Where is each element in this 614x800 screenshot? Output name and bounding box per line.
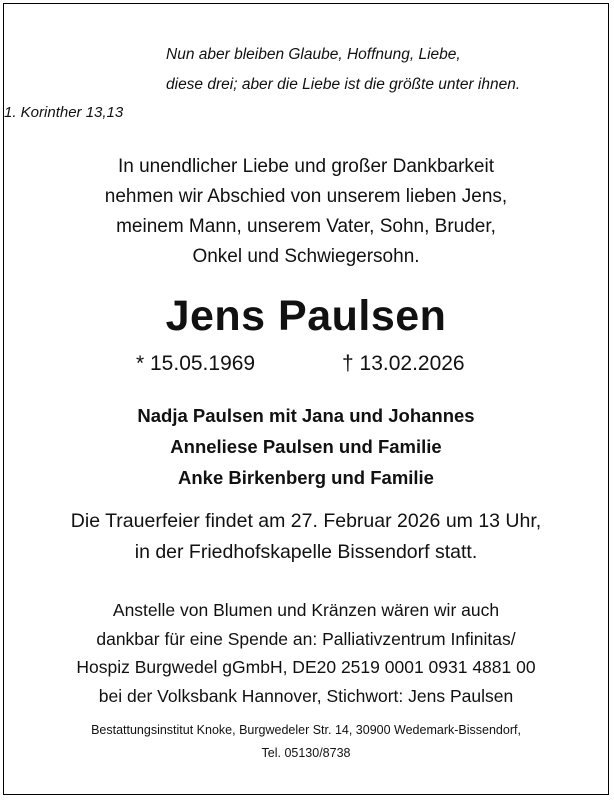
donation-line-3: Hospiz Burgwedel gGmbH, DE20 2519 0001 0931 4881 00 bbox=[76, 657, 536, 677]
ceremony-line-1: Die Trauerfeier findet am 27. Februar 2026 um 13 Uhr, bbox=[70, 510, 542, 532]
bible-verse-line-1: Nun aber bleiben Glaube, Hoffnung, Liebe, bbox=[166, 46, 461, 63]
intro-line-4: Onkel und Schwiegersohn. bbox=[192, 246, 420, 267]
donation-line-4: bei der Volksbank Hannover, Stichwort: Jens Paulsen bbox=[98, 686, 514, 706]
mourner-line-3: Anke Birkenberg und Familie bbox=[178, 467, 434, 488]
intro-line-2: nehmen wir Abschied von unserem lieben Jens, bbox=[104, 186, 508, 207]
obituary-notice bbox=[3, 3, 609, 795]
donation-line-1: Anstelle von Blumen und Kränzen wären wir auch bbox=[112, 600, 500, 620]
mourner-line-1: Nadja Paulsen mit Jana und Johannes bbox=[137, 405, 475, 426]
intro-line-1: In unendlicher Liebe und großer Dankbarkeit bbox=[117, 156, 494, 177]
undertaker-address: Bestattungsinstitut Knoke, Burgwedeler Str. 14, 30900 Wedemark-Bissendorf, bbox=[91, 723, 521, 737]
bible-verse-reference: 1. Korinther 13,13 bbox=[4, 104, 124, 121]
ceremony-line-2: in der Friedhofskapelle Bissendorf statt. bbox=[134, 541, 478, 563]
birth-date: * 15.05.1969 bbox=[136, 352, 256, 375]
bible-verse-line-2: diese drei; aber die Liebe ist die größte unter ihnen. bbox=[166, 76, 521, 93]
donation-line-2: dankbar für eine Spende an: Palliativzentrum Infinitas/ bbox=[96, 629, 516, 649]
undertaker-phone: Tel. 05130/8738 bbox=[261, 746, 351, 760]
deceased-name: Jens Paulsen bbox=[165, 292, 447, 340]
intro-line-3: meinem Mann, unserem Vater, Sohn, Bruder, bbox=[116, 216, 496, 237]
death-date: † 13.02.2026 bbox=[342, 352, 465, 375]
mourner-line-2: Anneliese Paulsen und Familie bbox=[170, 436, 442, 457]
